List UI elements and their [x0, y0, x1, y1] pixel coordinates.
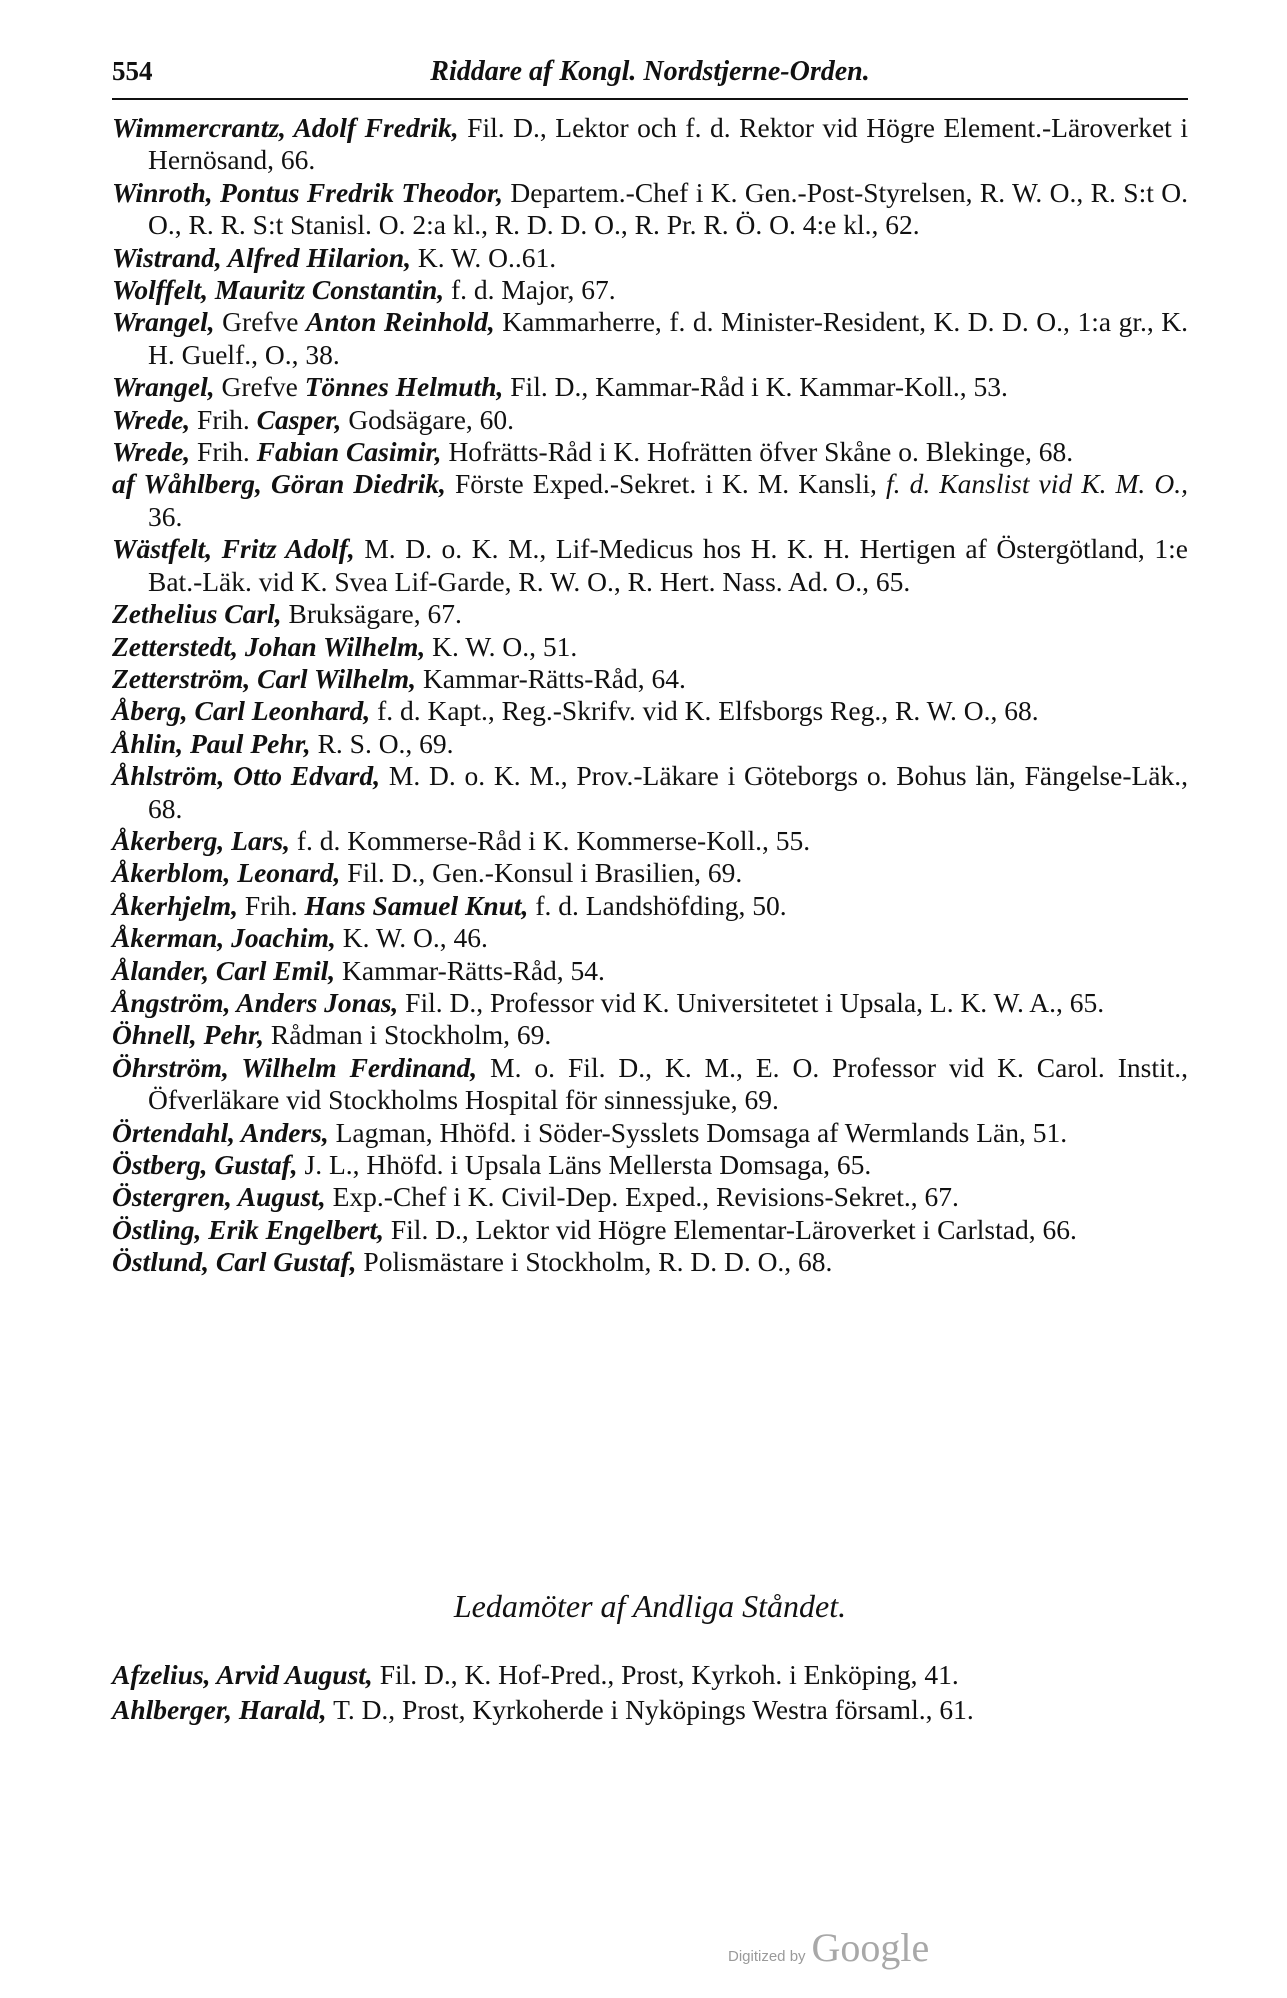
entry: [112, 177, 1188, 242]
entry-details: K. W. O., 51.: [425, 630, 578, 662]
entry-list: [112, 112, 1188, 1279]
entry-year: 36.: [148, 500, 183, 532]
entry-given-names: Casper,: [256, 403, 342, 435]
entry-name: Wimmercrantz, Adolf Fredrik,: [112, 112, 459, 143]
entry: [112, 631, 1188, 663]
entry-title: Frih.: [190, 436, 257, 468]
entry-details: K. W. O., 46.: [335, 922, 488, 954]
entry-details: Kammar-Rätts-Råd, 64.: [416, 662, 686, 694]
entry-name: Öhnell, Pehr,: [112, 1019, 265, 1051]
entry-name: Östergren, August,: [112, 1181, 326, 1213]
section-heading: Ledamöter af Andliga Ståndet.: [453, 1588, 847, 1624]
entry: [112, 436, 1188, 468]
entry-list-clergy: [112, 1658, 1188, 1727]
entry: [112, 371, 1188, 403]
entry-name: Åkerberg, Lars,: [112, 824, 290, 856]
entry-name: Zethelius Carl,: [112, 598, 282, 630]
entry: [112, 857, 1188, 889]
entry-name: Wrangel,: [112, 371, 215, 403]
entry-name: Åhlin, Paul Pehr,: [112, 727, 311, 759]
entry-details: M. D. o. K. M., Prov.-Läkare i Göteborgs o. Bohus län, Fängelse-Läk., 68.: [148, 760, 1188, 824]
entry: [112, 1052, 1188, 1117]
digitized-label: Digitized by: [728, 1948, 806, 1965]
entry-title: Frih.: [190, 403, 257, 435]
entry-details: Fil. D., Lektor och f. d. Rektor vid Högre Element.-Läroverket i Hernösand, 66.: [148, 112, 1188, 176]
entry-name: Åhlström, Otto Edvard,: [112, 760, 381, 792]
entry: [112, 1181, 1188, 1213]
entry-title: Grefve: [214, 306, 307, 338]
entry-details: Hofrätts-Råd i K. Hofrätten öfver Skåne o. Blekinge, 68.: [441, 436, 1074, 468]
entry-details: Fil. D., Kammar-Råd i K. Kammar-Koll., 53.: [503, 371, 1008, 403]
entry-details: Fil. D., Gen.-Konsul i Brasilien, 69.: [340, 857, 743, 889]
entry-name: Afzelius, Arvid August,: [112, 1659, 373, 1690]
entry-name: Ahlberger, Harald,: [112, 1693, 327, 1725]
entry: [112, 825, 1188, 857]
entry-details: f. d. Major, 67.: [444, 274, 616, 306]
entry: [112, 890, 1188, 922]
entry-details: J. L., Hhöfd. i Upsala Läns Mellersta Domsaga, 65.: [297, 1149, 872, 1180]
entry-name: Åkerman, Joachim,: [112, 922, 336, 954]
entry: [112, 598, 1188, 630]
entry: [112, 533, 1188, 598]
entry-details: Fil. D., Professor vid K. Universitetet i Upsala, L. K. W. A., 65.: [398, 986, 1105, 1018]
entry-given-names: Hans Samuel Knut,: [304, 889, 529, 921]
entry-title: Grefve: [214, 371, 305, 403]
entry-name: Åkerhjelm,: [112, 889, 239, 921]
entry-name: Ålander, Carl Emil,: [112, 954, 336, 986]
entry-details: M. o. Fil. D., K. M., E. O. Professor vid K. Carol. Instit., Öfverläkare vid Stockholms Hospital för sinnessjuke, 69.: [148, 1051, 1188, 1116]
entry: [112, 404, 1188, 436]
entry: [112, 112, 1188, 177]
entry: [112, 242, 1188, 274]
entry: [112, 306, 1188, 371]
entry-details: T. D., Prost, Kyrkoherde i Nyköpings Westra församl., 61.: [326, 1693, 974, 1725]
entry: [112, 1693, 1188, 1728]
entry-name: Wästfelt, Fritz Adolf,: [112, 533, 355, 565]
entry: [112, 955, 1188, 987]
entry-details: Godsägare, 60.: [341, 403, 515, 435]
entry-details: Kammarherre, f. d. Minister-Resident, K. D. D. O., 1:a gr., K. H. Guelf., O., 38.: [148, 306, 1188, 370]
entry: [112, 760, 1188, 825]
entry: [112, 663, 1188, 695]
entry-details: Fil. D., K. Hof-Pred., Prost, Kyrkoh. i Enköping, 41.: [372, 1659, 959, 1690]
entry-name: Zetterström, Carl Wilhelm,: [112, 662, 417, 694]
running-title: Riddare af Kongl. Nordstjerne-Orden.: [430, 56, 870, 87]
entry-name: Åberg, Carl Leonhard,: [112, 695, 371, 727]
entry-title: Frih.: [238, 889, 305, 921]
entry-given-names: Anton Reinhold,: [306, 306, 495, 338]
entry-name: Wrede,: [112, 436, 191, 468]
entry-details: M. D. o. K. M., Lif-Medicus hos H. K. H. Hertigen af Östergötland, 1:e Bat.-Läk. vid K. Svea Lif-Garde, R. W. O., R. Hert. Nass. Ad. O., 65.: [148, 533, 1188, 597]
entry-details: Fil. D., Lektor vid Högre Elementar-Läroverket i Carlstad, 66.: [384, 1213, 1077, 1245]
entry-name: Åkerblom, Leonard,: [112, 857, 341, 889]
running-header: [112, 56, 1188, 100]
entry-name: Winroth, Pontus Fredrik Theodor,: [112, 176, 503, 208]
entry-details: f. d. Kommerse-Råd i K. Kommerse-Koll., 55.: [290, 824, 811, 856]
entry: [112, 922, 1188, 954]
entry-details: Exp.-Chef i K. Civil-Dep. Exped., Revisions-Sekret., 67.: [325, 1181, 959, 1213]
digitized-watermark: [728, 1924, 929, 1971]
entry: [112, 1149, 1188, 1181]
entry-details: Lagman, Hhöfd. i Söder-Sysslets Domsaga af Wermlands Län, 51.: [328, 1116, 1068, 1148]
entry-name: Zetterstedt, Johan Wilhelm,: [112, 630, 426, 662]
entry-details: Polismästare i Stockholm, R. D. D. O., 68.: [356, 1246, 833, 1278]
entry-name: Wrede,: [112, 403, 191, 435]
entry: [112, 1658, 1188, 1693]
google-logo: Google: [811, 1925, 930, 1970]
entry-name: Örtendahl, Anders,: [112, 1116, 329, 1148]
entry: [112, 1117, 1188, 1149]
entry: [112, 1214, 1188, 1246]
entry-name: Ångström, Anders Jonas,: [112, 986, 399, 1018]
entry-name: af Wåhlberg, Göran Diedrik,: [112, 468, 446, 500]
entry: [112, 695, 1188, 727]
entry: [112, 1246, 1188, 1278]
entry: [112, 468, 1188, 533]
entry: [112, 1019, 1188, 1051]
entry-given-names: Tönnes Helmuth,: [304, 371, 504, 403]
entry-name: Östling, Erik Engelbert,: [112, 1213, 384, 1245]
entry-former-office: f. d. Kanslist vid K. M. O.,: [885, 468, 1188, 500]
entry-details: Rådman i Stockholm, 69.: [264, 1019, 552, 1051]
entry-details: f. d. Landshöfding, 50.: [528, 889, 787, 921]
entry-details: Förste Exped.-Sekret. i K. M. Kansli,: [445, 468, 886, 500]
entry: [112, 274, 1188, 306]
entry-details: R. S. O., 69.: [310, 727, 454, 759]
entry-details: Departem.-Chef i K. Gen.-Post-Styrelsen, R. W. O., R. S:t O. O., R. R. S:t Stanisl. O. 2:a kl., R. D. D. O., R. Pr. R. Ö. O. 4:e kl., 62.: [148, 176, 1188, 241]
entry-name: Östberg, Gustaf,: [112, 1149, 298, 1180]
entry-name: Wistrand, Alfred Hilarion,: [112, 241, 411, 273]
entry-name: Öhrström, Wilhelm Ferdinand,: [112, 1051, 478, 1083]
entry-details: Bruksägare, 67.: [281, 598, 462, 630]
entry-details: K. W. O..61.: [411, 241, 557, 273]
entry-given-names: Fabian Casimir,: [256, 436, 442, 468]
entry-name: Wolffelt, Mauritz Constantin,: [112, 274, 445, 306]
entry-details: f. d. Kapt., Reg.-Skrifv. vid K. Elfsborgs Reg., R. W. O., 68.: [370, 695, 1039, 727]
page-number: 554: [112, 56, 153, 86]
entry-details: Kammar-Rätts-Råd, 54.: [335, 954, 605, 986]
entry-name: Wrangel,: [112, 306, 215, 338]
entry: [112, 987, 1188, 1019]
entry-name: Östlund, Carl Gustaf,: [112, 1246, 357, 1278]
entry: [112, 728, 1188, 760]
